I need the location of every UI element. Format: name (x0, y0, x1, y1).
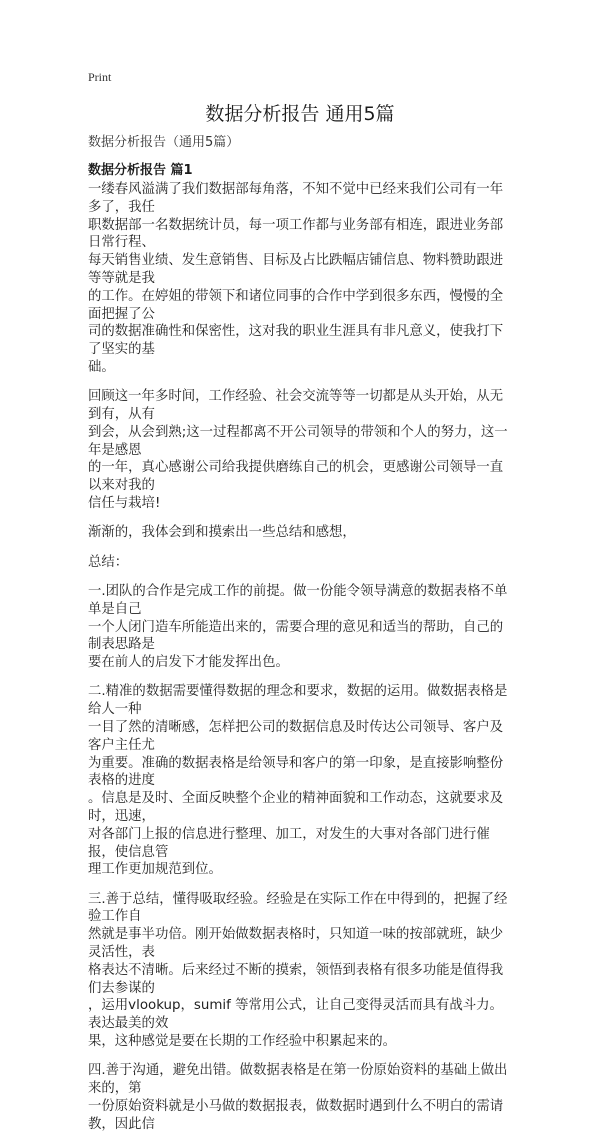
paragraph-line: 司的数据准确性和保密性，这对我的职业生涯具有非凡意义，使我打下了坚实的基 (88, 324, 504, 358)
paragraph-line: 然就是事半功倍。刚开始做数据表格时，只知道一味的按部就班，缺少灵活性，表 (88, 927, 504, 961)
paragraph-line: 信任与栽培! (88, 496, 161, 512)
paragraph-line: 三.善于总结，懂得吸取经验。经验是在实际工作在中得到的，把握了经验工作自 (88, 891, 508, 925)
paragraph-line: 一目了然的清晰感，怎样把公司的数据信息及时传达公司领导、客户及客户主任尤 (88, 720, 504, 753)
paragraph (88, 1062, 512, 1133)
paragraph-line: 果，这种感觉是要在长期的工作经验中积累起来的。 (88, 1034, 396, 1050)
paragraph-line: ，运用vlookup，sumif 等常用公式，让自己变得灵活而具有战斗力。表达最美的效 (88, 998, 503, 1032)
paragraph-line: 的工作。在婷姐的带领下和诸位同事的合作中学到很多东西，慢慢的全面把握了公 (88, 288, 504, 322)
paragraph-line: 理工作更加规范到位。 (88, 862, 222, 878)
paragraph (88, 891, 512, 1051)
paragraph-line: 总结： (88, 554, 129, 570)
paragraph (88, 524, 512, 542)
paragraph-line: 要在前人的启发下才能发挥出色。 (88, 655, 289, 671)
paragraph (88, 683, 512, 879)
document-title: 数据分析报告 通用5篇 (205, 103, 395, 125)
paragraph-line: 一.团队的合作是完成工作的前提。做一份能令领导满意的数据表格不单单是自己 (88, 583, 508, 617)
paragraph-line: 四.善于沟通，避免出错。做数据表格是在第一份原始资料的基础上做出来的，第 (88, 1063, 508, 1097)
paragraph (88, 554, 512, 572)
paragraph-line: 每天销售业绩、发生意销售、目标及占比跌幅店铺信息、物料赞助跟进等等就是我 (88, 253, 504, 286)
paragraph-line: 一份原始资料就是小马做的数据报表，做数据时遇到什么不明白的需请教，因此信 (88, 1098, 504, 1132)
document-subtitle: 数据分析报告（通用5篇） (88, 135, 240, 150)
paragraph-line: 一缕春风溢满了我们数据部每角落，不知不觉中已经来我们公司有一年多了，我任 (88, 182, 504, 215)
paragraph-line: 对各部门上报的信息进行整理、加工，对发生的大事对各部门进行催报，使信息管 (88, 826, 490, 860)
paragraph-line: 的一年，真心感谢公司给我提供磨练自己的机会，更感谢公司领导一直以来对我的 (88, 460, 504, 494)
print-label[interactable]: Print (88, 70, 112, 84)
paragraph-line: 回顾这一年多时间，工作经验、社会交流等等一切都是从头开始，从无到有，从有 (88, 389, 504, 423)
paragraph (88, 388, 512, 513)
paragraph-line: 职数据部一名数据统计员，每一项工作都与业务部有相连，跟进业务部日常行程、 (88, 217, 504, 251)
paragraph (88, 181, 512, 377)
paragraph-line: 二.精准的数据需要懂得数据的理念和要求，数据的运用。做数据表格是给人一种 (88, 684, 508, 718)
paragraph-line: 一个人闭门造车所能造出来的，需要合理的意见和适当的帮助，自己的制表思路是 (88, 619, 504, 653)
paragraph-line: 为重要。准确的数据表格是给领导和客户的第一印象，是直接影响整份表格的进度 (88, 755, 504, 789)
paragraph-line: 。信息是及时、全面反映整个企业的精神面貌和工作动态，这就要求及时，迅速， (88, 791, 504, 824)
paragraph-line: 格表达不清晰。后来经过不断的摸索，领悟到表格有很多功能是值得我们去参谋的 (88, 962, 504, 996)
paragraph-line: 渐渐的，我体会到和摸索出一些总结和感想， (88, 525, 356, 541)
paragraph-line: 础。 (88, 359, 115, 375)
paragraph (88, 583, 512, 672)
document-body (88, 181, 512, 1145)
paragraph-line: 到会，从会到熟;这一过程都离不开公司领导的带领和个人的努力，这一年是感恩 (88, 424, 508, 458)
section-heading: 数据分析报告 篇1 (88, 163, 193, 178)
